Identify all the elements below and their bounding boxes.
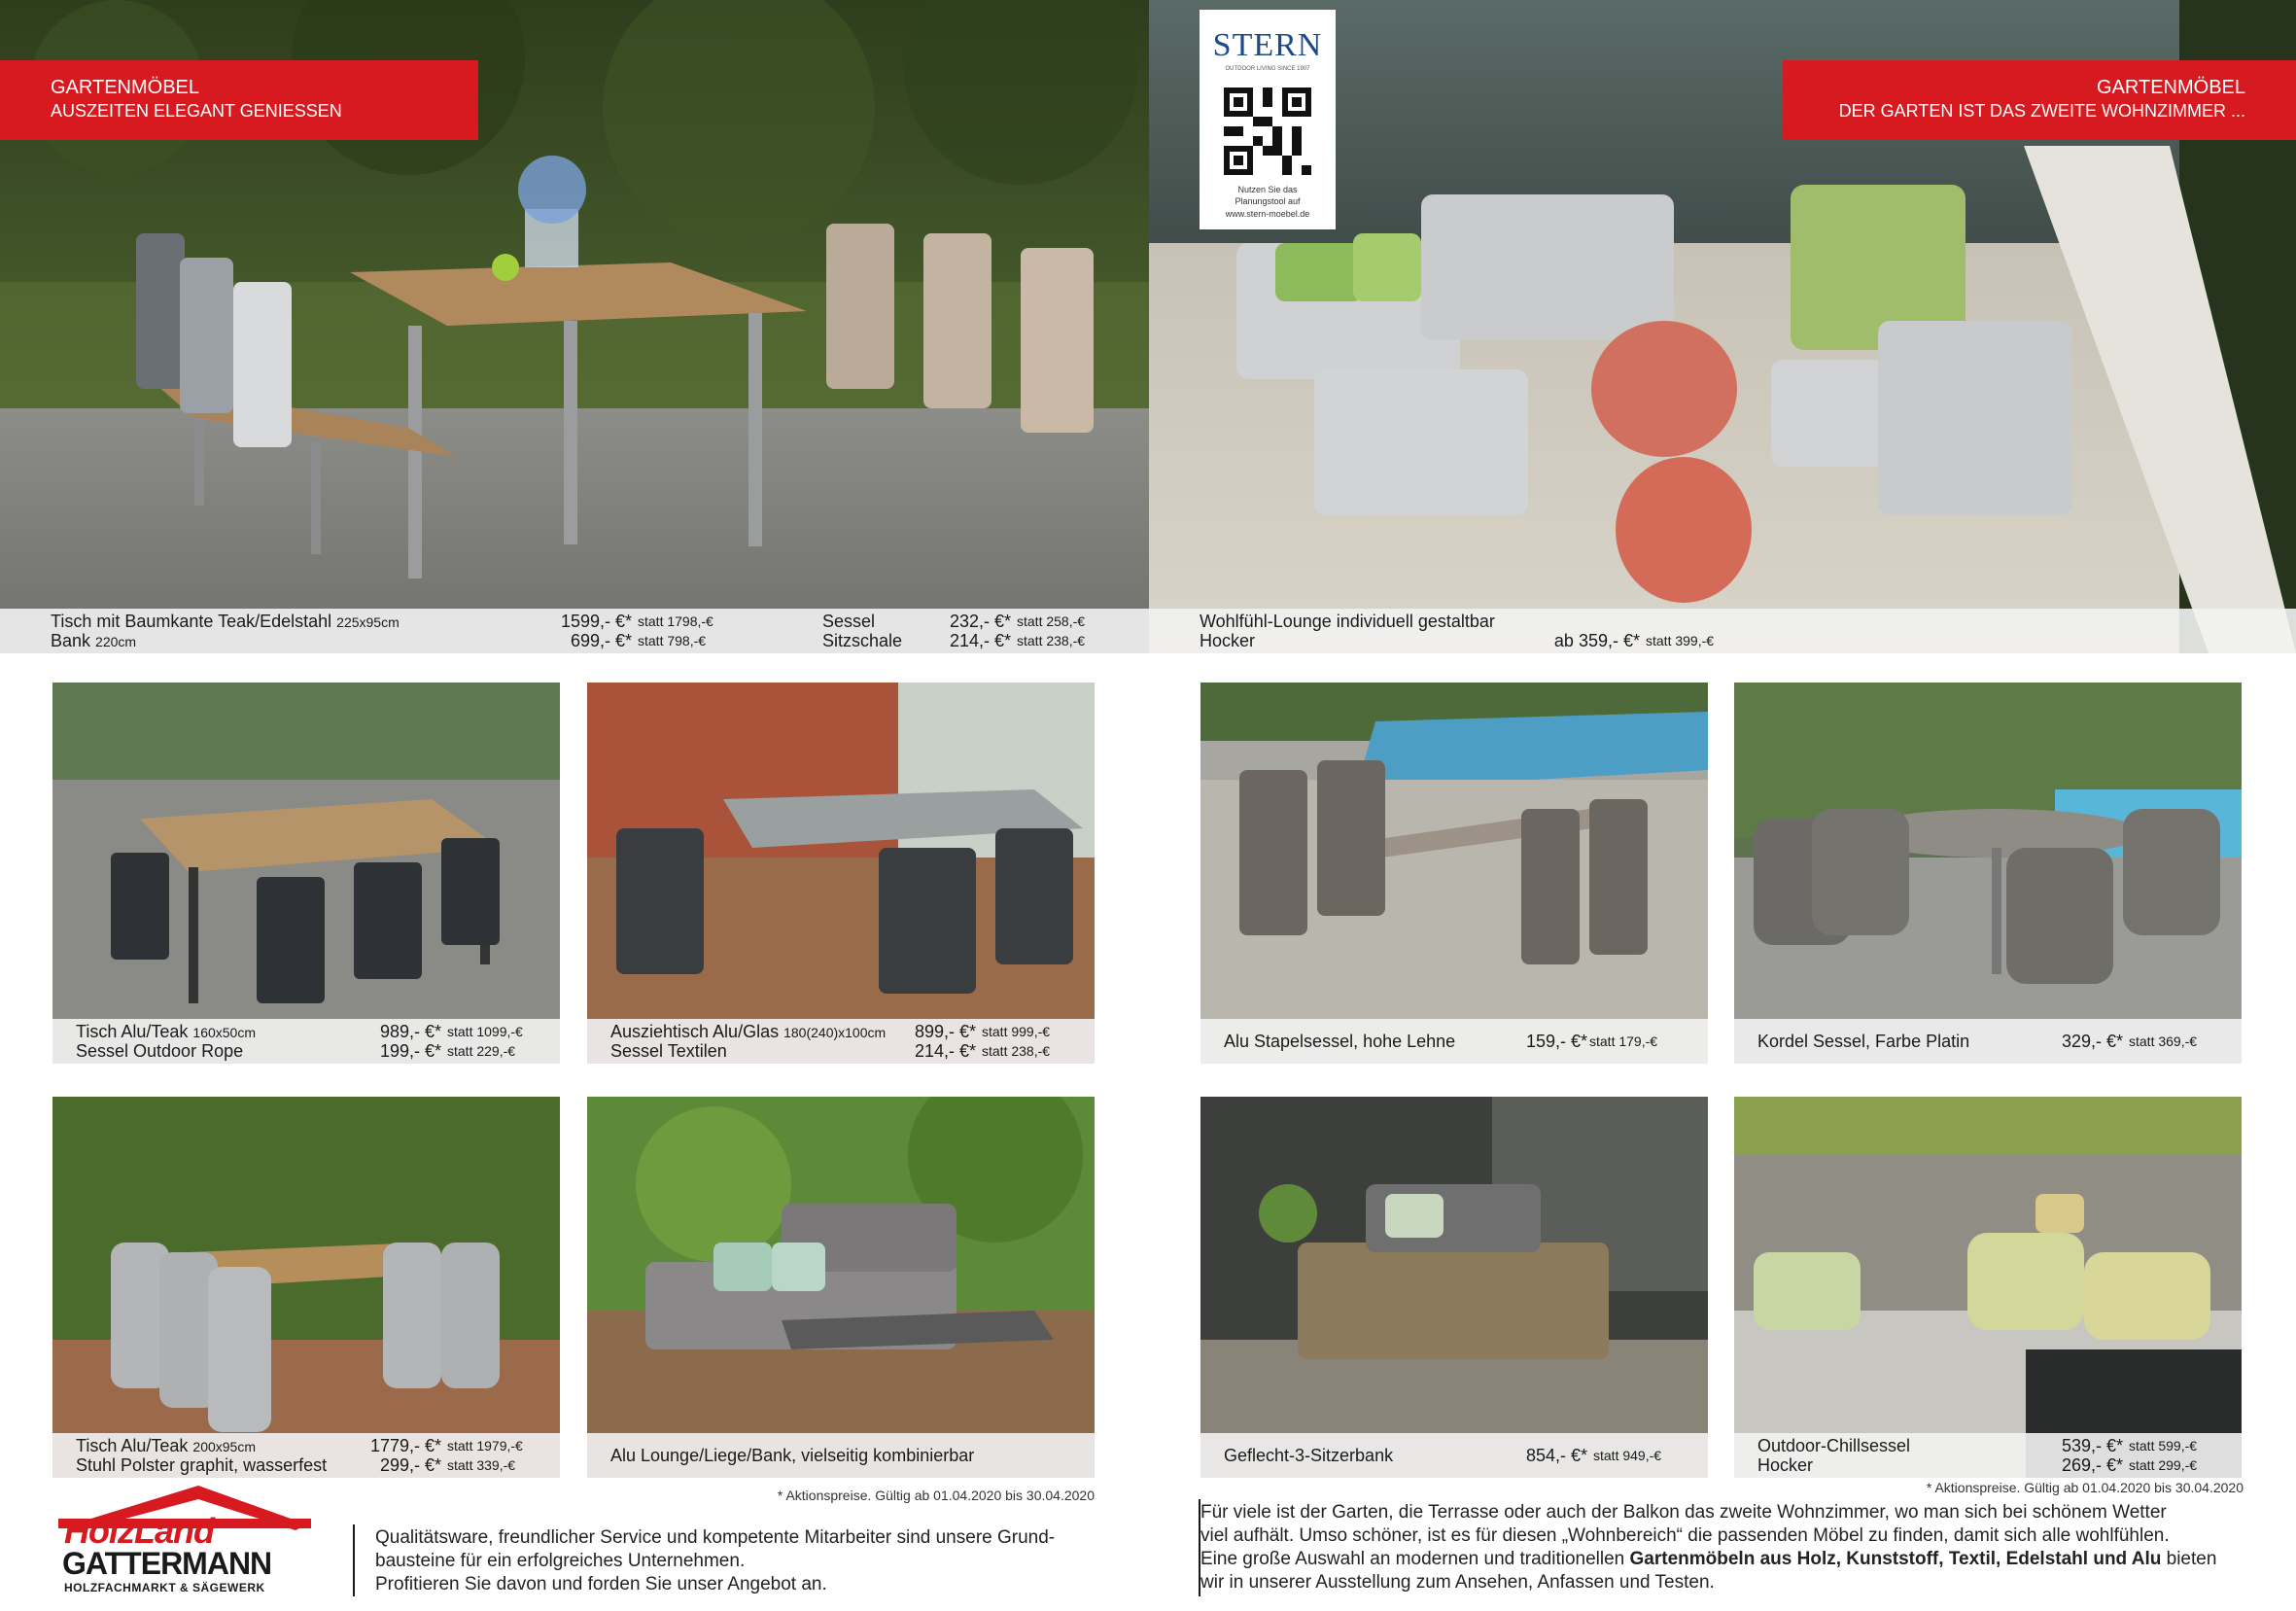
hero-right-item2-statt: statt 399,-€ (1646, 633, 1715, 648)
gattermann-wordmark: GATTERMANN (62, 1546, 272, 1581)
product-2-line1: Ausziehtisch Alu/Glas 180(240)x100cm (610, 1022, 887, 1041)
right-text-line-3: Eine große Auswahl an modernen und traditionellen Gartenmöbeln aus Holz, Kunststoff, Textil, Edelstahl und Alu bieten (1200, 1549, 2217, 1569)
product-3-line1: Alu Stapelsessel, hohe Lehne (1224, 1032, 1456, 1051)
holzland-wordmark: HolzLand (64, 1511, 214, 1551)
product-photo-7 (1200, 1097, 1708, 1478)
right-body-text (1200, 1501, 2270, 1594)
product-7-line1-statt: statt 949,-€ (1593, 1448, 1662, 1463)
product-photo-3 (1200, 683, 1708, 1064)
product-card-1 (52, 683, 560, 1064)
gattermann-subline: HOLZFACHMARKT & SÄGEWERK (64, 1581, 265, 1594)
left-banner-subtitle: AUSZEITEN ELEGANT GENIESSEN (51, 101, 342, 121)
product-card-5 (52, 1097, 560, 1478)
product-2-line2: Sessel Textilen (610, 1041, 727, 1061)
product-5-line2: Stuhl Polster graphit, wasserfest (76, 1455, 328, 1475)
product-caption-7 (1200, 1433, 1708, 1478)
product-caption-1 (52, 1019, 560, 1064)
left-text-line-1: Qualitätsware, freundlicher Service und kompetente Mitarbeiter sind unsere Grund- (375, 1527, 1056, 1548)
hero-right-caption (1149, 609, 2296, 653)
product-7-line1: Geflecht-3-Sitzerbank (1224, 1446, 1394, 1465)
product-8-line1-price: 539,- €* (2061, 1436, 2123, 1455)
product-photo-1 (52, 683, 560, 1064)
product-2-line1-statt: statt 999,-€ (982, 1024, 1051, 1039)
product-caption-2 (587, 1019, 1095, 1064)
hero-left-item1-price: 1599,- €* (560, 612, 632, 631)
product-4-line1: Kordel Sessel, Farbe Platin (1757, 1032, 1970, 1051)
hero-right-item2-price: ab 359,- €* (1553, 631, 1640, 650)
hero-left-item2-statt: statt 798,-€ (638, 633, 707, 648)
product-5-line2-price: 299,- €* (379, 1455, 441, 1475)
product-8-line2: Hocker (1757, 1455, 1814, 1475)
left-body-text (375, 1526, 1114, 1596)
product-7-line1-price: 854,- €* (1525, 1446, 1587, 1465)
left-text-line-2: bausteine für ein erfolgreiches Unternehmen. (375, 1551, 746, 1571)
holzland-logo[interactable] (52, 1486, 315, 1600)
product-8-line2-statt: statt 299,-€ (2129, 1457, 2198, 1473)
left-banner-title: GARTENMÖBEL (51, 77, 199, 98)
product-caption-8 (1734, 1433, 2242, 1478)
product-1-line2-statt: statt 229,-€ (447, 1043, 516, 1059)
product-4-line1-statt: statt 369,-€ (2129, 1033, 2198, 1049)
product-5-line2-statt: statt 339,-€ (447, 1457, 516, 1473)
product-card-7 (1200, 1097, 1708, 1478)
hero-left-item3-statt: statt 258,-€ (1017, 613, 1086, 629)
hero-left-item4-statt: statt 238,-€ (1017, 633, 1086, 648)
product-caption-6 (587, 1433, 1095, 1478)
product-card-3 (1200, 683, 1708, 1064)
hero-right-item1: Wohlfühl-Lounge individuell gestaltbar (1200, 612, 1495, 631)
right-text-line-4: wir in unserer Ausstellung zum Ansehen, Anfassen und Testen. (1200, 1572, 1715, 1593)
product-6-line1: Alu Lounge/Liege/Bank, vielseitig kombinierbar (610, 1446, 975, 1465)
left-text-line-3: Profitieren Sie davon und forden Sie unser Angebot an. (375, 1574, 827, 1594)
product-1-line2: Sessel Outdoor Rope (76, 1041, 244, 1061)
price-note-left: * Aktionspreise. Gültig ab 01.04.2020 bis 30.04.2020 (777, 1488, 1095, 1503)
product-1-line1-price: 989,- €* (379, 1022, 441, 1041)
product-1-line2-price: 199,- €* (379, 1041, 441, 1061)
product-photo-6 (587, 1097, 1095, 1478)
qr-text-2: Planungstool auf (1235, 196, 1301, 206)
qr-text-3: www.stern-moebel.de (1225, 209, 1310, 219)
qr-text-1: Nutzen Sie das (1237, 185, 1298, 194)
left-banner (0, 60, 478, 140)
product-caption-3 (1200, 1019, 1708, 1064)
product-photo-4 (1734, 683, 2242, 1064)
product-caption-4 (1734, 1019, 2242, 1064)
product-2-line2-price: 214,- €* (914, 1041, 976, 1061)
right-banner-subtitle: DER GARTEN IST DAS ZWEITE WOHNZIMMER ... (1838, 101, 2245, 121)
product-photo-5 (52, 1097, 560, 1478)
right-text-line-1: Für viele ist der Garten, die Terrasse oder auch der Balkon das zweite Wohnzimmer, wo man sich bei schönem Wetter (1200, 1502, 2167, 1523)
stern-qr-card[interactable] (1200, 10, 1336, 229)
product-card-4 (1734, 683, 2242, 1064)
product-card-2 (587, 683, 1095, 1064)
hero-left-item4-price: 214,- €* (949, 631, 1011, 650)
product-caption-5 (52, 1433, 560, 1478)
product-5-line1-statt: statt 1979,-€ (447, 1438, 523, 1453)
product-8-line1: Outdoor-Chillsessel (1757, 1436, 1911, 1455)
hero-left-item2: Bank 220cm (51, 631, 137, 650)
product-1-line1: Tisch Alu/Teak 160x50cm (76, 1022, 256, 1041)
product-2-line2-statt: statt 238,-€ (982, 1043, 1051, 1059)
product-card-8 (1734, 1097, 2242, 1478)
hero-left-caption (0, 609, 1149, 653)
right-text-highlight: Gartenmöbeln aus Holz, Kunststoff, Textil, Edelstahl und Alu (1629, 1549, 2162, 1569)
product-5-line1: Tisch Alu/Teak 200x95cm (76, 1436, 256, 1455)
right-text-line-2: viel aufhält. Umso schöner, ist es für diesen „Wohnbereich“ die passenden Möbel zu finden, damit sich alle wohlfühlen. (1200, 1525, 2170, 1546)
hero-left-item1-statt: statt 1798,-€ (638, 613, 713, 629)
hero-left-item3-price: 232,- €* (949, 612, 1011, 631)
product-3-line1-price: 159,- €* (1525, 1032, 1587, 1051)
hero-left-item4: Sitzschale (822, 631, 903, 650)
product-8-line1-statt: statt 599,-€ (2129, 1438, 2198, 1453)
product-2-line1-price: 899,- €* (914, 1022, 976, 1041)
product-card-6 (587, 1097, 1095, 1478)
stern-tagline: OUTDOOR LIVING SINCE 1907 (1225, 66, 1310, 72)
product-4-line1-price: 329,- €* (2061, 1032, 2123, 1051)
hero-right-item2: Hocker (1200, 631, 1256, 650)
price-note-right: * Aktionspreise. Gültig ab 01.04.2020 bis 30.04.2020 (1926, 1480, 2244, 1495)
right-banner-title: GARTENMÖBEL (2097, 77, 2245, 98)
hero-left-item3: Sessel (822, 612, 876, 631)
product-3-line1-statt: statt 179,-€ (1589, 1033, 1658, 1049)
product-5-line1-price: 1779,- €* (369, 1436, 441, 1455)
stern-logo: STERN (1212, 27, 1323, 63)
hero-left-item2-price: 699,- €* (570, 631, 632, 650)
product-photo-2 (587, 683, 1095, 1064)
left-divider (353, 1524, 355, 1596)
product-photo-8 (1734, 1097, 2242, 1478)
product-1-line1-statt: statt 1099,-€ (447, 1024, 523, 1039)
hero-left-item1: Tisch mit Baumkante Teak/Edelstahl 225x95cm (51, 612, 400, 631)
right-banner (1783, 60, 2296, 140)
product-8-line2-price: 269,- €* (2061, 1455, 2123, 1475)
qr-code-icon (1224, 88, 1311, 175)
